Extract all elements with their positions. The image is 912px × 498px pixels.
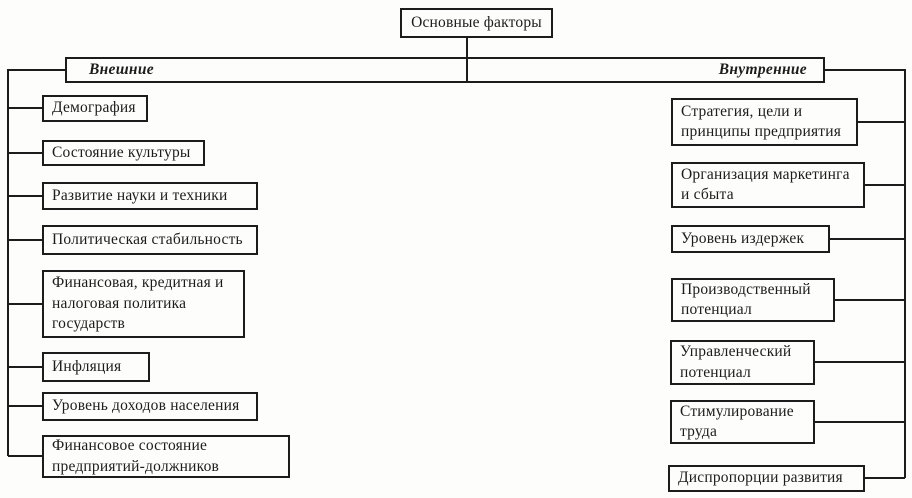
external-factor-political-stability: Политическая стабильность bbox=[42, 225, 258, 255]
internal-factor-marketing-sales: Организация маркетинга и сбыта bbox=[671, 162, 865, 208]
internal-factor-strategy-goals: Стратегия, цели и принципы предприятия bbox=[671, 98, 858, 146]
external-factor-debtor-enterprises: Финансовое состояние предприятий-должников bbox=[42, 435, 290, 478]
internal-factor-management-potential: Управленческий потенциал bbox=[670, 340, 815, 385]
external-factor-inflation: Инфляция bbox=[42, 352, 150, 382]
branch-label-internal: Внутренние bbox=[718, 61, 807, 78]
external-factor-science-tech: Развитие науки и техники bbox=[42, 182, 258, 210]
branch-header-bar bbox=[65, 57, 825, 83]
branch-label-external: Внешние bbox=[89, 61, 154, 78]
internal-factor-cost-level: Уровень издержек bbox=[671, 225, 830, 253]
external-factor-state-fiscal-policy: Финансовая, кредитная и налоговая политика государств bbox=[42, 270, 245, 338]
internal-factor-development-disproportions: Диспропорции развития bbox=[668, 465, 865, 492]
root-node-main-factors: Основные факторы bbox=[400, 8, 553, 38]
internal-factor-labor-incentives: Стимулирование труда bbox=[670, 400, 815, 444]
external-factor-culture: Состояние культуры bbox=[42, 140, 205, 166]
internal-factor-production-potential: Производственный потенциал bbox=[671, 278, 835, 322]
external-factor-population-income: Уровень доходов населения bbox=[42, 392, 258, 421]
external-factor-demography: Демография bbox=[42, 95, 148, 122]
